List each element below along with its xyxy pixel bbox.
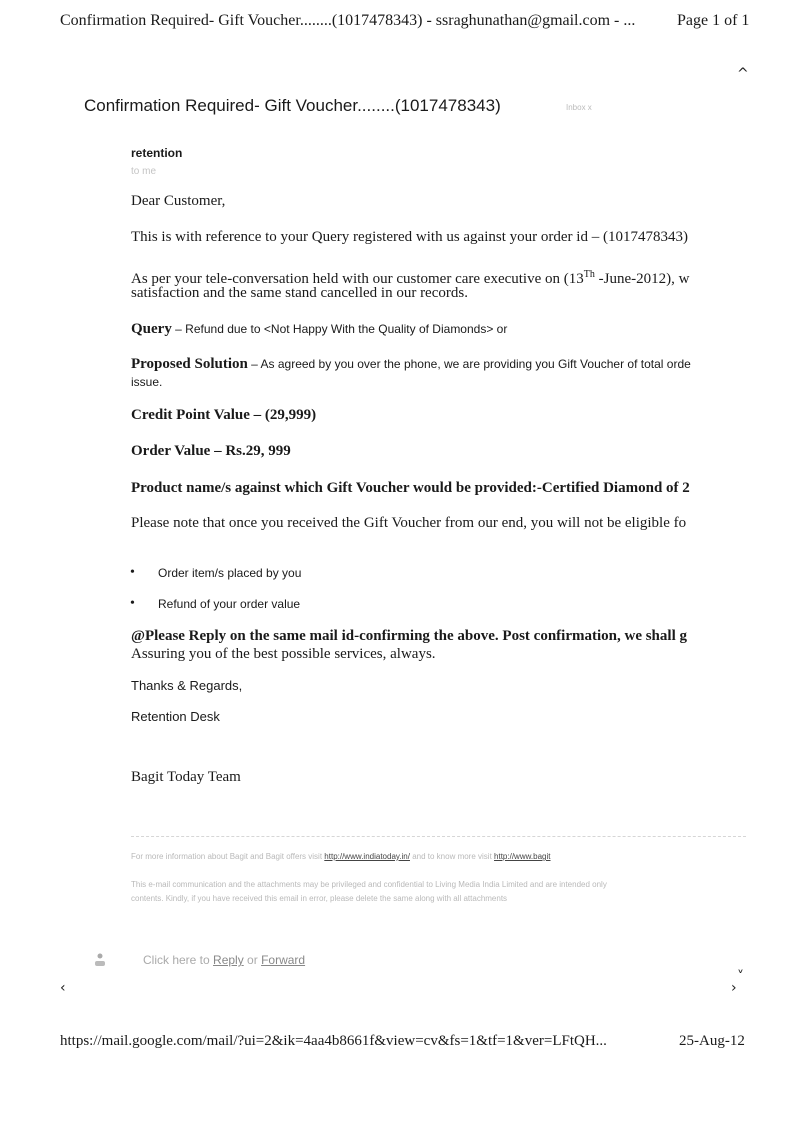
disclaimer-divider (131, 836, 746, 837)
bullet-item-refund: Refund of your order value (158, 597, 301, 611)
disclaimer-line1 (131, 852, 746, 861)
caret-left-icon[interactable]: ‹ (60, 980, 66, 996)
caret-down-icon[interactable]: ˅ (737, 969, 744, 985)
retention-desk: Retention Desk (131, 709, 220, 724)
conversation-date-tail: -June-2012), w (594, 271, 690, 287)
proposed-line2: issue. (131, 375, 163, 389)
thanks-regards: Thanks & Regards, (131, 678, 243, 693)
reply-forward-bar (143, 953, 305, 967)
product-names: Product name/s against which Gift Voucher would be provided:-Certified Diamond of 2 (131, 480, 690, 496)
paragraph-reference-text: This is with reference to your Query registered with us against your order id – (1017478343) (131, 229, 688, 245)
caret-right-icon[interactable]: › (731, 980, 737, 996)
greeting: Dear Customer, (131, 193, 226, 209)
bullet-item-order: Order item/s placed by you (158, 566, 302, 580)
note-line: Please note that once you received the Gift Voucher from our end, you will not be eligible fo (131, 515, 687, 531)
conversation-text: As per your tele-conversation held with our customer care executive on (13 (131, 271, 584, 287)
bullet-dot: • (130, 596, 135, 611)
bullet-dot: • (130, 565, 135, 580)
inbox-label[interactable]: Inbox x (566, 103, 592, 112)
proposed-label: Proposed Solution (131, 356, 248, 372)
disclaimer-line2: This e-mail communication and the attachments may be privileged and confidential to Living Media India Limited and are intended only (131, 880, 607, 889)
caret-up-icon[interactable]: ^ (737, 66, 749, 82)
query-line (131, 320, 746, 338)
person-icon (93, 952, 107, 968)
paragraph-reference (131, 228, 746, 246)
email-subject: Confirmation Required- Gift Voucher........(1017478343) (84, 96, 501, 115)
print-header-page: Page 1 of 1 (677, 12, 750, 29)
credit-point-value: Credit Point Value – (29,999) (131, 407, 317, 423)
query-label: Query (131, 321, 172, 337)
or-text: or (243, 953, 262, 967)
reply-instruction: @Please Reply on the same mail id-confirming the above. Post confirmation, we shall g (131, 628, 687, 644)
query-text: – Refund due to <Not Happy With the Quality of Diamonds> or (171, 322, 508, 336)
disclaimer-mid: and to know more visit (409, 852, 495, 861)
team-signature: Bagit Today Team (131, 769, 241, 785)
link-bagit[interactable]: http://www.bagit (494, 852, 551, 861)
superscript-th: Th (583, 269, 595, 280)
print-header-title: Confirmation Required- Gift Voucher........(1017478343) - ssraghunathan@gmail.com - ... (60, 12, 636, 29)
reply-link[interactable]: Reply (213, 953, 244, 967)
disclaimer-intro: For more information about Bagit and Bagit offers visit (131, 852, 323, 861)
recipient-line: to me (131, 166, 157, 177)
link-indiatoday[interactable]: http://www.indiatoday.in/ (324, 852, 410, 861)
assurance-line: Assuring you of the best possible services, always. (131, 646, 436, 662)
sender-name: retention (131, 146, 183, 160)
forward-link[interactable]: Forward (261, 953, 306, 967)
print-footer-url: https://mail.google.com/mail/?ui=2&ik=4aa4b8661f&view=cv&fs=1&tf=1&ver=LFtQH... (60, 1033, 607, 1049)
proposed-text: – As agreed by you over the phone, we are providing you Gift Voucher of total orde (247, 357, 691, 371)
order-value: Order Value – Rs.29, 999 (131, 443, 291, 459)
paragraph-conversation-line2: satisfaction and the same stand cancelled in our records. (131, 285, 468, 301)
proposed-line (131, 355, 746, 373)
print-footer-date: 25-Aug-12 (679, 1033, 745, 1049)
disclaimer-line3: contents. Kindly, if you have received this email in error, please delete the same along with all attachments (131, 894, 508, 903)
click-here-text: Click here to (143, 953, 214, 967)
